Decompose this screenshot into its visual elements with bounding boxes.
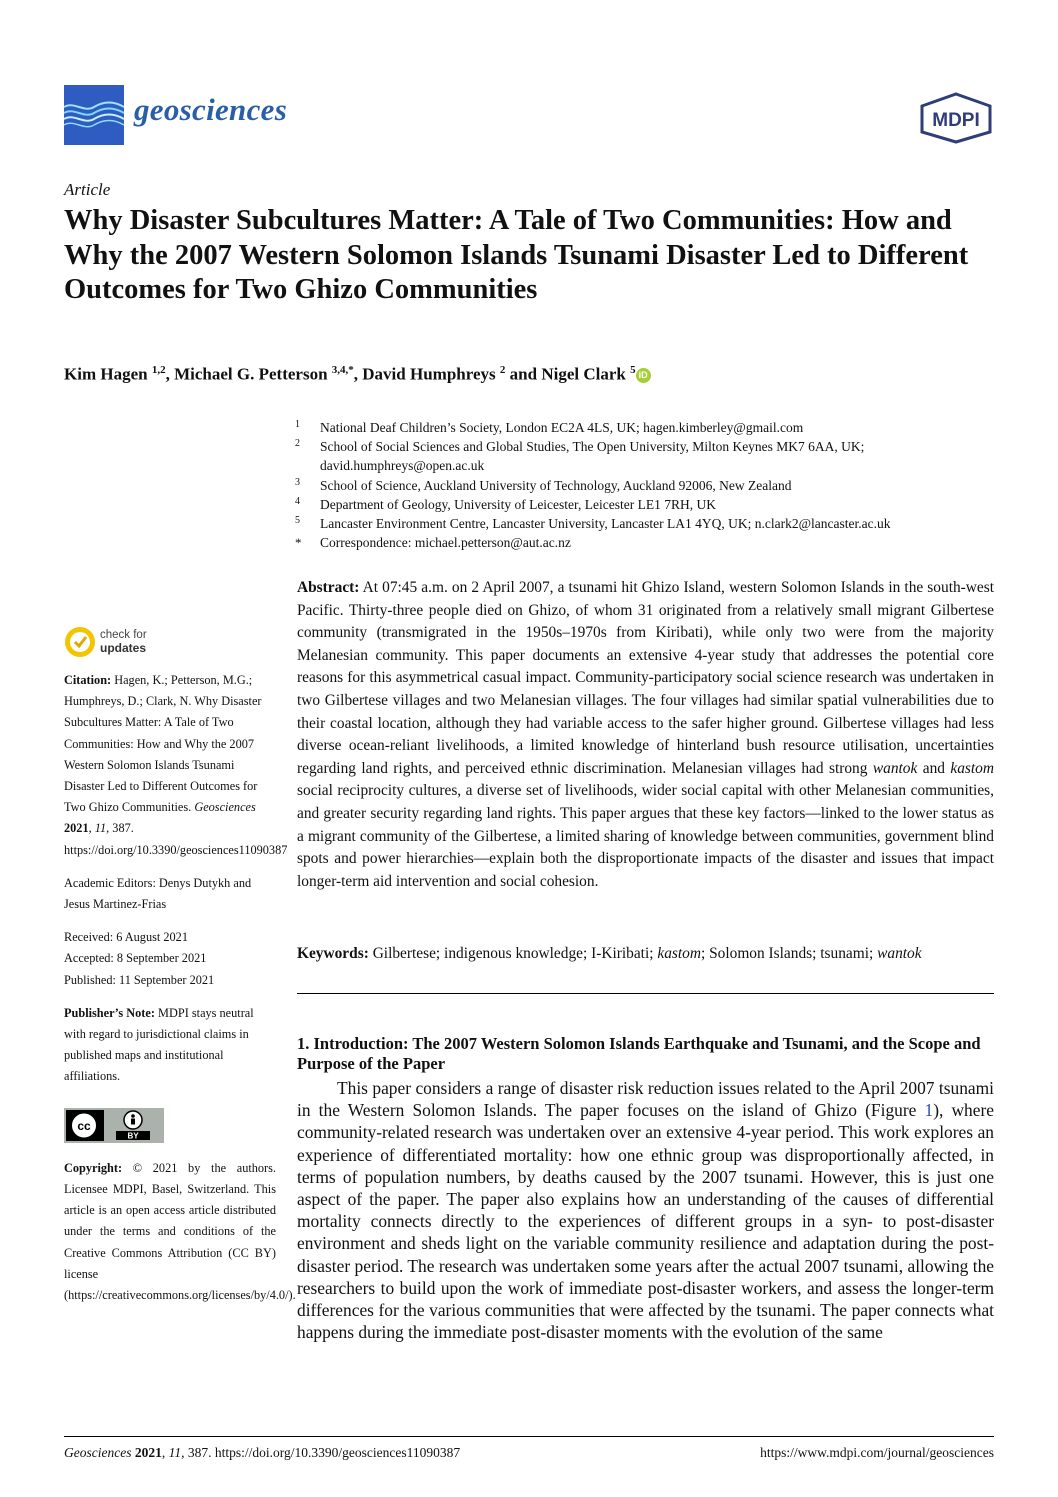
journal-logo-icon xyxy=(64,85,124,145)
affiliation-item: 1 National Deaf Children’s Society, London EC2A 4LS, UK; hagen.kimberley@gmail.com xyxy=(295,419,804,435)
svg-text:BY: BY xyxy=(127,1131,139,1141)
check-updates-icon xyxy=(64,626,96,658)
section-divider xyxy=(297,993,994,994)
article-sidebar xyxy=(64,626,296,1318)
author-affil-sup: 1,2 xyxy=(151,364,166,376)
publisher-note: Publisher’s Note: MDPI stays neutral with regard to jurisdictional claims in published maps and institutional affiliations. xyxy=(64,1005,254,1084)
author-affil-sup: 3,4,* xyxy=(331,364,354,376)
article-title: Why Disaster Subcultures Matter: A Tale of Two Communities: How and Why the 2007 Western Solomon Islands Tsunami Disaster Led to Different Outcomes for Two Ghizo Communities xyxy=(64,205,969,305)
author-separator: and xyxy=(505,364,542,384)
affiliation-item: 2 School of Social Sciences and Global Studies, The Open University, Milton Keynes MK7 6AA, UK; david.humphreys@open.ac.uk xyxy=(295,438,865,474)
cc-by-license-icon[interactable] xyxy=(64,1108,164,1143)
copyright-notice: Copyright: © 2021 by the authors. Licensee MDPI, Basel, Switzerland. This article is an open access article distributed under the terms and conditions of the Creative Commons Attribution (CC BY) license (https://creativecommons.org/licenses/by/4.0/). xyxy=(64,1160,296,1303)
citation-block: Citation: Hagen, K.; Petterson, M.G.; Humphreys, D.; Clark, N. Why Disaster Subcultures Matter: A Tale of Two Communities: How and Why the 2007 Western Solomon Islands Tsunami Disaster Led to Different Outcomes for Two Ghizo Communities. Geosciences 2021, 11, 387. https://doi.org/10.3390/geosciences11090387 xyxy=(64,673,288,857)
author-affil-sup: 5 xyxy=(630,364,636,376)
mdpi-logo-text: MDPI xyxy=(932,110,980,131)
orcid-icon[interactable]: iD xyxy=(636,368,651,383)
footer-citation: Geosciences 2021, 11, 387. https://doi.org/10.3390/geosciences11090387 xyxy=(64,1445,461,1460)
affiliation-item: 5 Lancaster Environment Centre, Lancaster University, Lancaster LA1 4YQ, UK; n.clark2@lancaster.ac.uk xyxy=(295,515,891,532)
check-for-updates-button[interactable]: check for updates xyxy=(64,626,276,658)
figure-link[interactable]: 1 xyxy=(924,1100,934,1121)
journal-name[interactable]: geosciences xyxy=(134,92,288,127)
article-type: Article xyxy=(64,180,111,199)
correspondence-item: * Correspondence: michael.petterson@aut.ac.nz xyxy=(295,535,571,551)
history-dates: Received: 6 August 2021 Accepted: 8 September 2021 Published: 11 September 2021 xyxy=(64,930,215,987)
footer-journal-url[interactable]: https://www.mdpi.com/journal/geosciences xyxy=(760,1445,994,1460)
author-separator: , xyxy=(353,364,363,384)
author-name[interactable]: Kim Hagen xyxy=(64,364,148,384)
author-list xyxy=(64,364,651,385)
academic-editors: Academic Editors: Denys Dutykh and Jesus Martinez-Frias xyxy=(64,875,252,912)
svg-text:cc: cc xyxy=(77,1118,91,1133)
author-separator: , xyxy=(165,364,175,384)
affiliation-item: 3 School of Science, Auckland University of Technology, Auckland 92006, New Zealand xyxy=(295,476,792,493)
section-heading: 1. Introduction: The 2007 Western Solomon Islands Earthquake and Tsunami, and the Scope and Purpose of the Paper xyxy=(297,1034,981,1073)
author-name[interactable]: Nigel Clark xyxy=(541,364,626,384)
mdpi-logo-icon[interactable] xyxy=(918,92,994,144)
footer-divider xyxy=(64,1436,994,1437)
keywords: Keywords: Gilbertese; indigenous knowledge; I-Kiribati; kastom; Solomon Islands; tsunami; wantok xyxy=(297,945,922,962)
abstract: Abstract: At 07:45 a.m. on 2 April 2007, a tsunami hit Ghizo Island, western Solomon Islands in the south-west Pacific. Thirty-three people died on Ghizo, of whom 31 originated from a relatively small migrant Gilbertese community (transmigrated in the 1950s–1970s from Kiribati), while only two were from the majority Melanesian community. This paper documents an extensive 4-year study that addresses the potential core reasons for this asymmetrical casual impact. Community-participatory social science research was undertaken in two Gilbertese villages and two Melanesian villages. The four villages had similar spatial vulnerabilities due to their coastal location, although they had variable access to the safer higher ground. Gilbertese villages had less diverse ocean-reliant livelihoods, a limited knowledge of hinterland bush resource utilisation, uncertainties regarding land rights, and perceived ethnic discrimination. Melanesian villages had strong wantok and kastom social reciprocity cultures, a diverse set of livelihoods, wider social capital with other Melanesian communities, and greater security regarding land rights. This paper argues that these key factors—linked to the lower status as a migrant community of the Gilbertese, a limited sharing of knowledge between communities, government blind spots and power hierarchies—explain both the disproportionate impacts of the disaster and issues that impact longer-term aid intervention and social cohesion. xyxy=(297,579,994,890)
body-paragraph: This paper considers a range of disaster risk reduction issues related to the April 2007 tsunami in the Western Solomon Islands. The paper focuses on the island of Ghizo (Figure 1), where community-related research was undertaken over an extensive 4-year period. This work explores an experience of differentiated mortality: how one ethnic group was disproportionally affected, in terms of population numbers, by deaths caused by the 2007 tsunami. However, this is just one aspect of the paper. The paper also explains how an understanding of the causes of differential mortality connects directly to the experiences of different groups in a syn- to post-disaster environment and sheds light on the variable community resilience and adaptation during the post-disaster period. The research was undertaken some years after the actual 2007 tsunami, allowing the researchers to build upon the work of immediate post-disaster workers, and assess the longer-term differences for the various communities that were affected by the tsunami. The paper connects what happens during the immediate post-disaster moments with the evolution of the same xyxy=(297,1078,994,1343)
affiliations xyxy=(295,418,995,552)
author-affil-sup: 2 xyxy=(499,364,506,376)
author-name[interactable]: Michael G. Petterson xyxy=(174,364,328,384)
affiliation-item: 4 Department of Geology, University of Leicester, Leicester LE1 7RH, UK xyxy=(295,495,716,512)
author-name[interactable]: David Humphreys xyxy=(362,364,496,384)
